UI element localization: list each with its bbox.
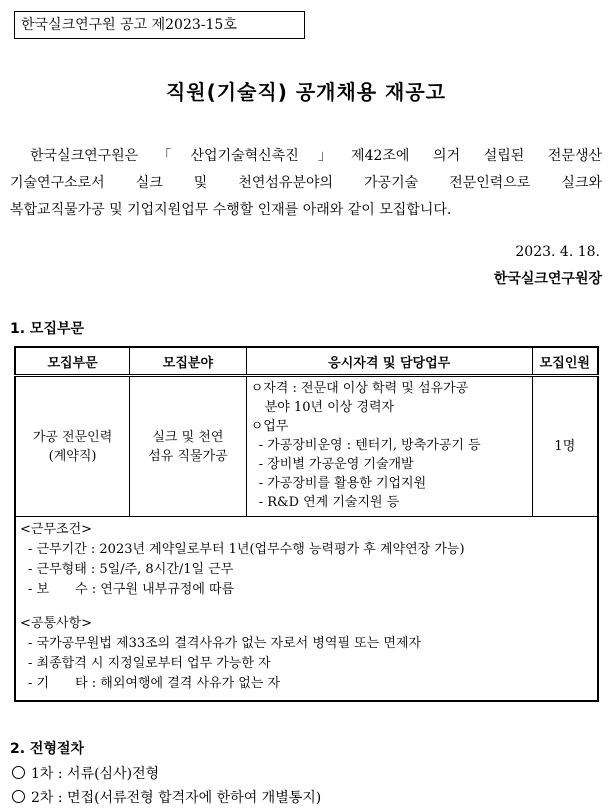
field-text: 실크 및 천연 <box>152 429 224 445</box>
field-text: 섬유 직물가공 <box>148 448 228 464</box>
recruitment-table <box>14 346 599 702</box>
header-field: 모집분야 <box>130 347 247 376</box>
duties-label: ㅇ업무 <box>250 419 289 434</box>
work-condition-item: - 근무형태 : 5일/주, 8시간/1일 근무 <box>28 562 234 577</box>
page-title: 직원(기술직) 공개채용 재공고 <box>165 80 447 104</box>
work-conditions-title: <근무조건> <box>20 522 93 537</box>
conditions-row <box>15 517 598 702</box>
duty-item: - 가공장비운영 : 텐터기, 방축가공기 등 <box>258 438 481 453</box>
cell-field <box>130 376 247 517</box>
step-text: 2차 : 면접(서류전형 합격자에 한하여 개별통지) <box>31 790 322 806</box>
header-headcount: 모집인원 <box>532 347 598 376</box>
intro-paragraph <box>10 143 602 224</box>
duty-item: - 장비별 가공운영 기술개발 <box>258 457 414 472</box>
qualification-text: 분야 10년 이상 경력자 <box>264 400 395 415</box>
circle-bullet-icon <box>12 766 25 779</box>
common-requirement-item: - 국가공무원법 제33조의 결격사유가 없는 자로서 병역필 또는 면제자 <box>28 636 422 651</box>
intro-line: 한국실크연구원은「산업기술혁신촉진」제42조에 의거 설립된 전문생산 <box>30 148 602 164</box>
duty-item: - 가공장비를 활용한 기업지원 <box>258 476 427 491</box>
work-condition-item: - 근무기간 : 2023년 계약일로부터 1년(업무수행 능력평가 후 계약연장 가능) <box>28 542 465 557</box>
cell-qualification-duties <box>246 376 532 517</box>
intro-line: 기술연구소로서 실크 및 천연섬유분야의 가공기술 전문인력으로 실크와 <box>10 175 602 191</box>
common-requirement-item: - 기 타 : 해외여행에 결격 사유가 없는 자 <box>28 676 281 691</box>
step-text: 1차 : 서류(심사)전형 <box>31 766 160 782</box>
section-heading-selection: 2. 전형절차 <box>10 741 85 757</box>
qualification-text: ㅇ자격 : 전문대 이상 학력 및 섬유가공 <box>250 381 469 396</box>
cell-headcount: 1명 <box>532 376 598 517</box>
common-requirement-item: - 최종합격 시 지정일로부터 업무 가능한 자 <box>28 656 271 671</box>
notice-date: 2023. 4. 18. <box>515 244 600 260</box>
issuer: 한국실크연구원장 <box>493 271 602 287</box>
table-header-row <box>15 347 598 376</box>
cell-division <box>15 376 130 517</box>
conditions-cell <box>15 517 598 702</box>
section-heading-recruitment: 1. 모집부문 <box>10 321 85 337</box>
division-text: 가공 전문인력 <box>32 429 113 445</box>
common-requirements-title: <공통사항> <box>20 616 93 631</box>
selection-steps <box>12 762 321 810</box>
duty-item: - R&D 연계 기술지원 등 <box>258 495 400 510</box>
header-division: 모집부문 <box>15 347 130 376</box>
list-item <box>12 786 321 810</box>
division-text: (계약직) <box>48 448 97 464</box>
table-row <box>15 376 598 517</box>
notice-number: 한국실크연구원 공고 제2023-15호 <box>14 11 305 39</box>
intro-line: 복합교직물가공 및 기업지원업무 수행할 인재를 아래와 같이 모집합니다. <box>10 202 452 218</box>
circle-bullet-icon <box>12 790 25 803</box>
work-condition-item: - 보 수 : 연구원 내부규정에 따름 <box>28 582 235 597</box>
list-item <box>12 762 321 786</box>
header-qualification-duties: 응시자격 및 담당업무 <box>246 347 532 376</box>
